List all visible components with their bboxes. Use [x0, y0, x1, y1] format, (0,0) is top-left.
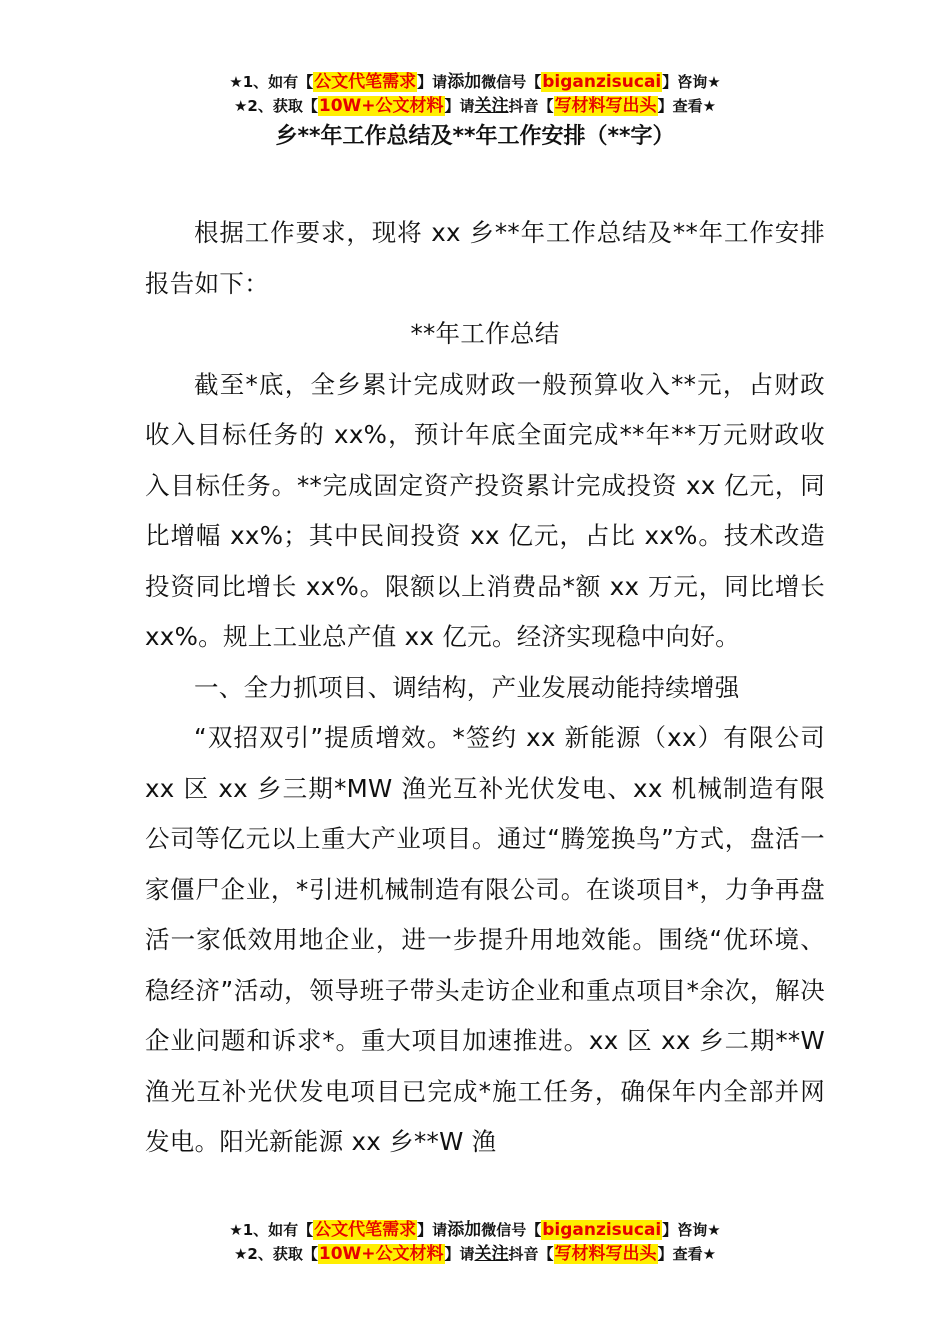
banner-text: 】咨询★: [662, 1221, 721, 1239]
banner-highlight: 10W+公文材料: [318, 96, 444, 116]
document-body: [145, 208, 825, 1168]
banner-line-1: [0, 1218, 950, 1242]
banner-highlight: 公文代笔需求: [314, 72, 417, 92]
paragraph-projects: “双招双引”提质增效。*签约 xx 新能源（xx）有限公司 xx 区 xx 乡三期*MW 渔光互补光伏发电、xx 机械制造有限公司等亿元以上重大产业项目。通过“腾笼换鸟”方式，盘活一家僵尸企业，*引进机械制造有限公司。在谈项目*，力争再盘活一家低效用地企业，进一步提升用地效能。围绕“优环境、稳经济”活动，领导班子带头走访企业和重点项目*余次，解决企业问题和诉求*。重大项目加速推进。xx 区 xx 乡二期**W 渔光互补光伏发电项目已完成*施工任务，确保年内全部并网发电。阳光新能源 xx 乡**W 渔: [145, 723, 825, 1156]
footer-banner: [0, 1218, 950, 1266]
banner-text: 抖音【: [508, 97, 554, 115]
header-banner: [0, 70, 950, 118]
banner-line-1: [0, 70, 950, 94]
banner-highlight: biganzisucai: [542, 72, 662, 92]
banner-text: ★1、如有【: [229, 73, 314, 91]
banner-highlight: 公文代笔需求: [314, 1220, 417, 1240]
banner-text: ★1、如有【: [229, 1221, 314, 1239]
banner-line-2: [0, 1242, 950, 1266]
banner-text: 】请: [444, 1245, 475, 1263]
banner-text: 添加: [447, 1220, 482, 1240]
document-title: 乡**年工作总结及**年工作安排（**字）: [275, 124, 675, 149]
banner-text: 添加: [447, 72, 482, 92]
banner-text: 】请: [417, 1221, 448, 1239]
paragraph-intro: 根据工作要求，现将 xx 乡**年工作总结及**年工作安排报告如下：: [145, 218, 825, 298]
banner-line-2: [0, 94, 950, 118]
banner-text: 】查看★: [657, 97, 717, 115]
banner-text: 微信号【: [481, 73, 542, 91]
banner-text: 】咨询★: [662, 73, 721, 91]
paragraph-summary: 截至*底，全乡累计完成财政一般预算收入**元，占财政收入目标任务的 xx%，预计年底全面完成**年**万元财政收入目标任务。**完成固定资产投资累计完成投资 xx 亿元，同比增幅 xx%；其中民间投资 xx 亿元，占比 xx%。技术改造投资同比增长 xx%。限额以上消费品*额 xx 万元，同比增长 xx%。规上工业总产值 xx 亿元。经济实现稳中向好。: [145, 369, 825, 651]
banner-highlight: biganzisucai: [542, 1220, 662, 1240]
banner-text: 】请: [444, 97, 475, 115]
banner-text: 抖音【: [508, 1245, 554, 1263]
banner-text: 】请: [417, 73, 448, 91]
banner-highlight: 写材料写出头: [554, 1244, 657, 1264]
banner-text: 关注: [474, 96, 509, 116]
banner-text: 微信号【: [481, 1221, 542, 1239]
paragraph-heading-one: 一、全力抓项目、调结构，产业发展动能持续增强: [194, 672, 740, 702]
section-heading: **年工作总结: [410, 319, 560, 348]
banner-text: ★2、获取【: [233, 97, 318, 115]
banner-highlight: 写材料写出头: [554, 96, 657, 116]
banner-text: ★2、获取【: [233, 1245, 318, 1263]
banner-text: 关注: [474, 1244, 509, 1264]
banner-highlight: 10W+公文材料: [318, 1244, 444, 1264]
banner-text: 】查看★: [657, 1245, 717, 1263]
